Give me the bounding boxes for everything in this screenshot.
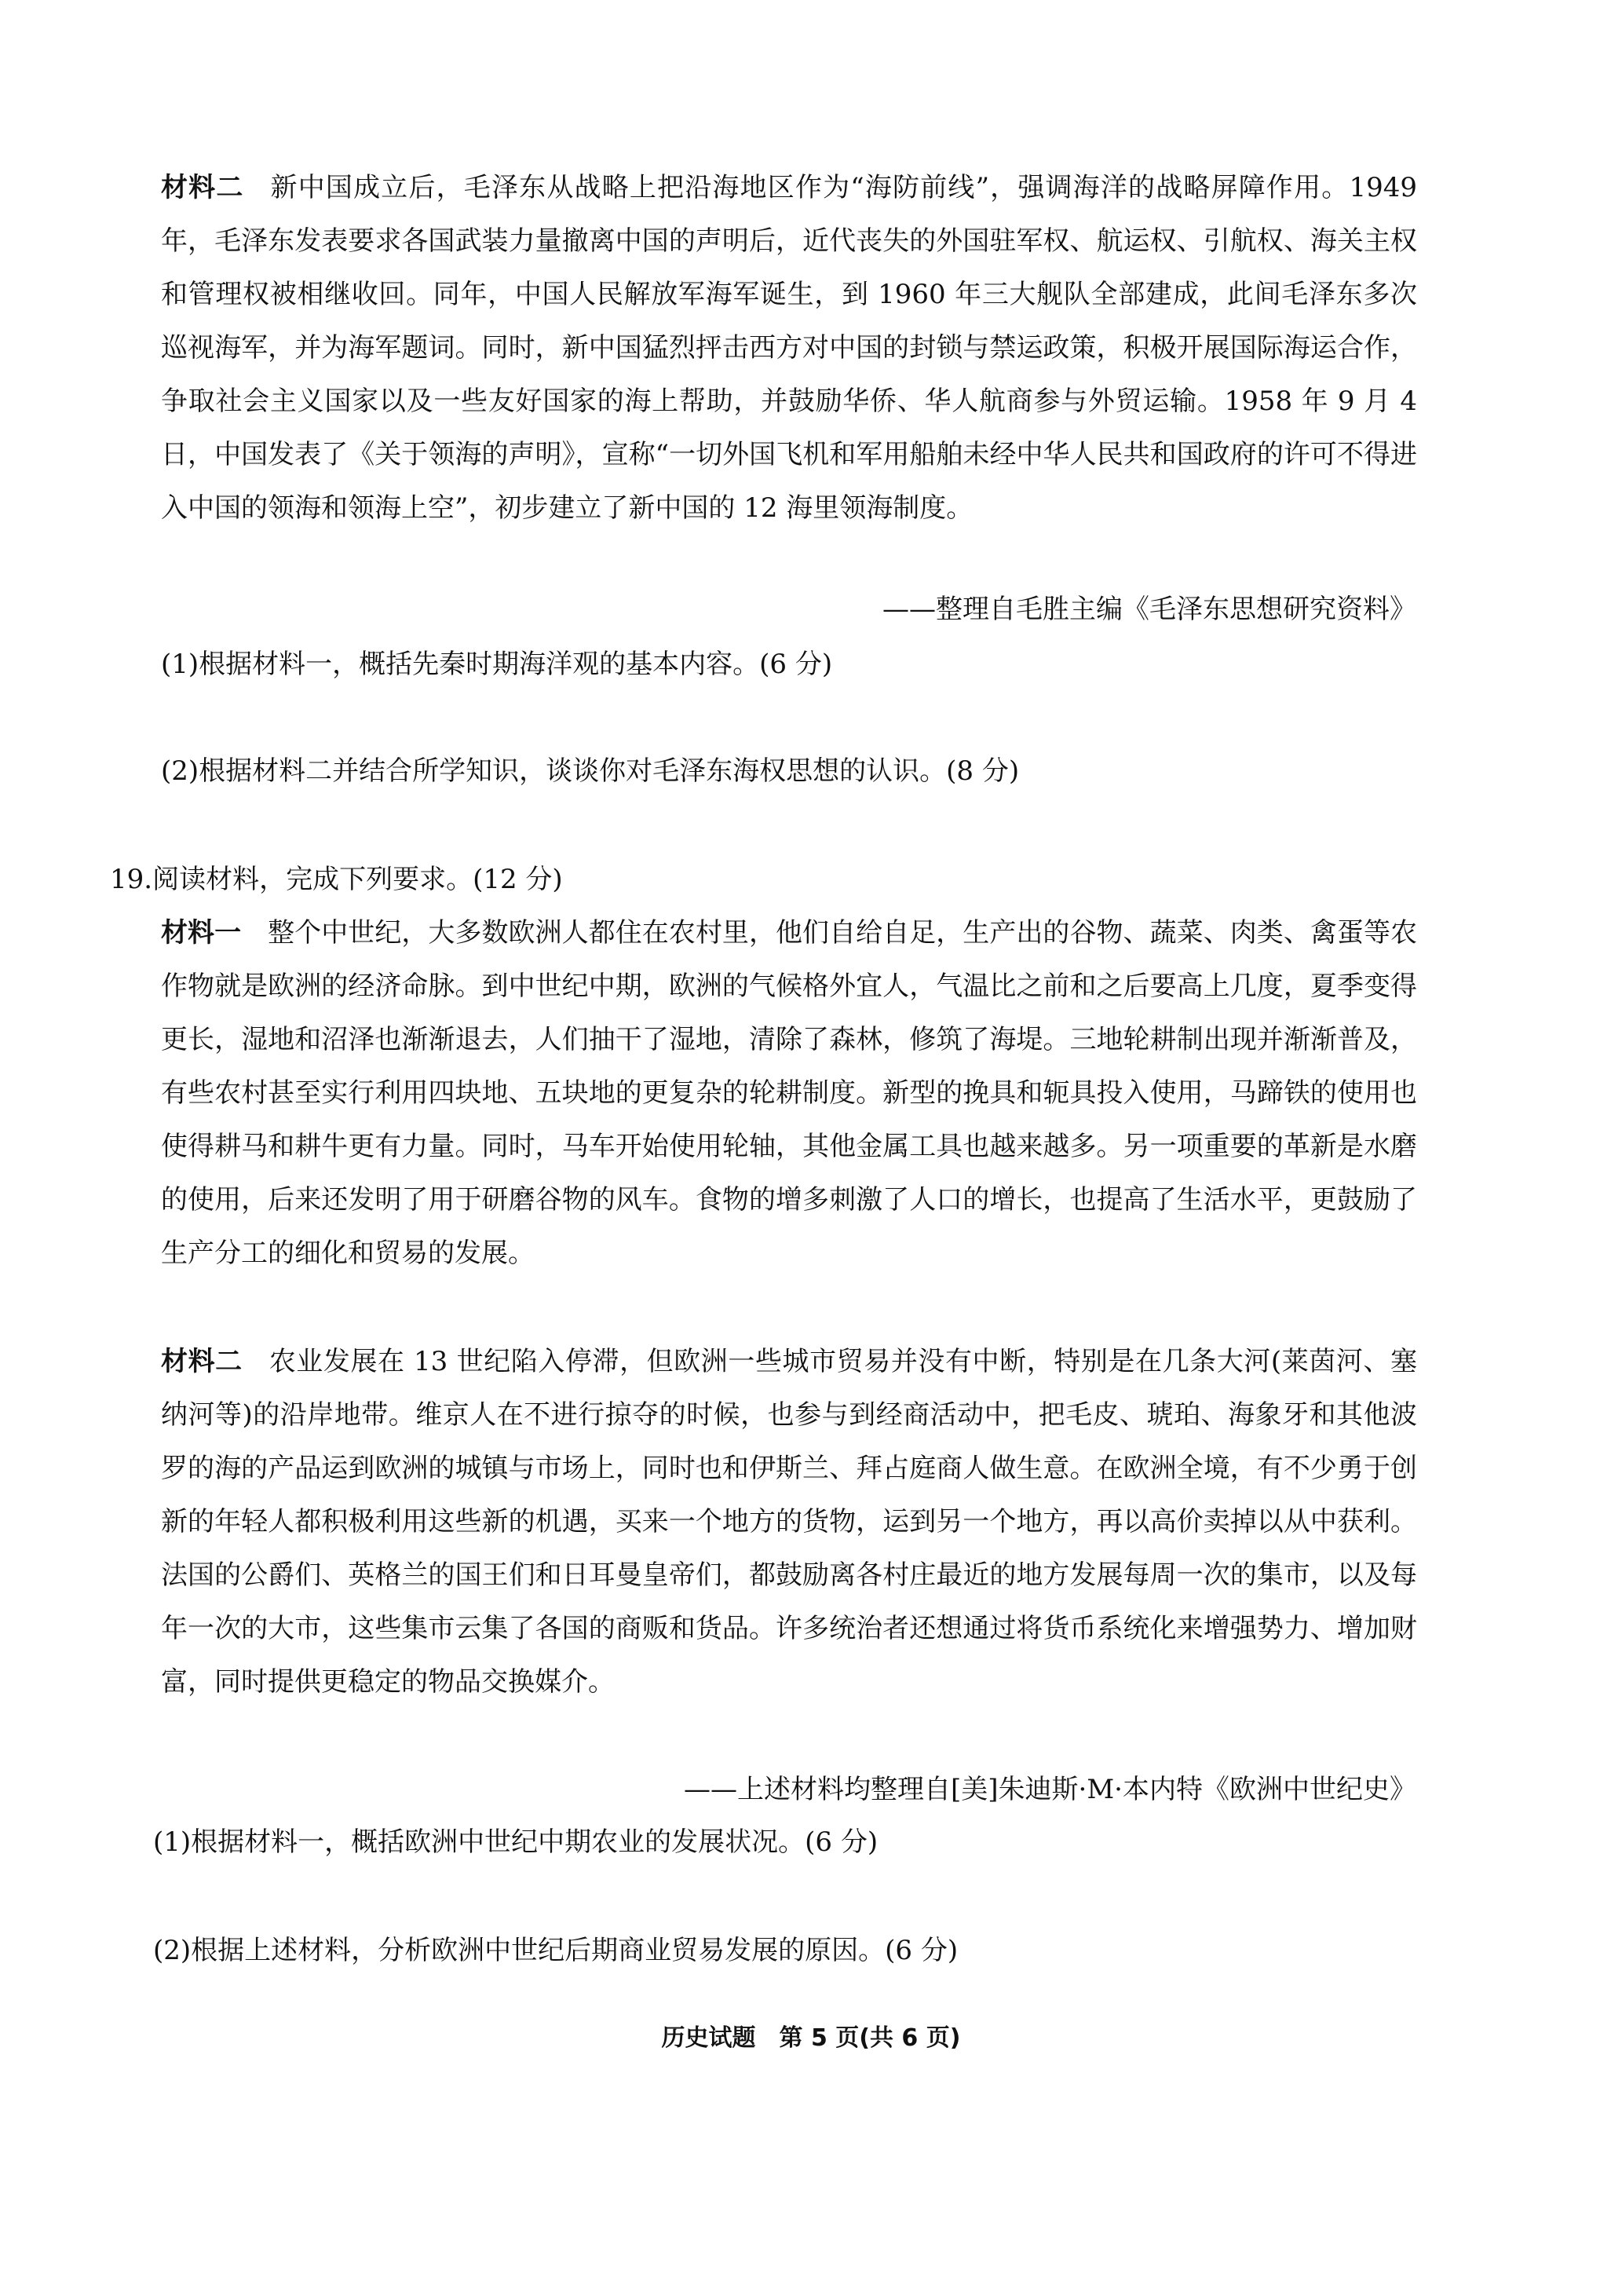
q19-subquestion-2: (2)根据上述材料，分析欧洲中世纪后期商业贸易发展的原因。(6 分): [153, 1935, 959, 1966]
q19-header: 19.阅读材料，完成下列要求。(12 分): [110, 864, 563, 895]
q19-material2: [161, 1335, 1417, 1709]
q18-material2: [161, 161, 1417, 535]
q19-material2-label: 材料二: [161, 1346, 243, 1377]
q19-material2-text: 农业发展在 13 世纪陷入停滞，但欧洲一些城市贸易并没有中断，特别是在几条大河(莱茵河、塞纳河等)的沿岸地带。维京人在不进行掠夺的时候，也参与到经商活动中，把毛皮、琥珀、海象牙和其他波罗的海的产品运到欧洲的城镇与市场上，同时也和伊斯兰、拜占庭商人做生意。在欧洲全境，有不少勇于创新的年轻人都积极利用这些新的机遇，买来一个地方的货物，运到另一个地方，再以高价卖掉以从中获利。法国的公爵们、英格兰的国王们和日耳曼皇帝们，都鼓励离各村庄最近的地方发展每周一次的集市，以及每年一次的大市，这些集市云集了各国的商贩和货品。许多统治者还想通过将货币系统化来增强势力、增加财富，同时提供更稳定的物品交换媒介。: [161, 1346, 1418, 1698]
q19-material1-text: 整个中世纪，大多数欧洲人都住在农村里，他们自给自足，生产出的谷物、蔬菜、肉类、禽蛋等农作物就是欧洲的经济命脉。到中世纪中期，欧洲的气候格外宜人，气温比之前和之后要高上几度，夏季变得更长，湿地和沼泽也渐渐退去，人们抽干了湿地，清除了森林，修筑了海堤。三地轮耕制出现并渐渐普及，有些农村甚至实行利用四块地、五块地的更复杂的轮耕制度。新型的挽具和轭具投入使用，马蹄铁的使用也使得耕马和耕牛更有力量。同时，马车开始使用轮轴，其他金属工具也越来越多。另一项重要的革新是水磨的使用，后来还发明了用于研磨谷物的风车。食物的增多刺激了人口的增长，也提高了生活水平，更鼓励了生产分工的细化和贸易的发展。: [161, 917, 1418, 1269]
q18-material2-label: 材料二: [161, 172, 244, 203]
page-footer: 历史试题 第 5 页(共 6 页): [661, 2024, 961, 2052]
q18-subquestion-1: (1)根据材料一，概括先秦时期海洋观的基本内容。(6 分): [161, 649, 833, 680]
q18-source: ——整理自毛胜主编《毛泽东思想研究资料》: [882, 594, 1416, 625]
q19-source: ——上述材料均整理自[美]朱迪斯·M·本内特《欧洲中世纪史》: [684, 1774, 1416, 1805]
q18-subquestion-2: (2)根据材料二并结合所学知识，谈谈你对毛泽东海权思想的认识。(8 分): [161, 755, 1020, 787]
q19-material1-label: 材料一: [161, 917, 242, 949]
q19-subquestion-1: (1)根据材料一，概括欧洲中世纪中期农业的发展状况。(6 分): [153, 1826, 879, 1858]
q19-material1: [161, 906, 1417, 1280]
q18-material2-text: 新中国成立后，毛泽东从战略上把沿海地区作为“海防前线”，强调海洋的战略屏障作用。1949 年，毛泽东发表要求各国武装力量撤离中国的声明后，近代丧失的外国驻军权、航运权、引航权、海关主权和管理权被相继收回。同年，中国人民解放军海军诞生，到 1960 年三大舰队全部建成，此间毛泽东多次巡视海军，并为海军题词。同时，新中国猛烈抨击西方对中国的封锁与禁运政策，积极开展国际海运合作，争取社会主义国家以及一些友好国家的海上帮助，并鼓励华侨、华人航商参与外贸运输。1958 年 9 月 4 日，中国发表了《关于领海的声明》，宣称“一切外国飞机和军用船舶未经中华人民共和国政府的许可不得进入中国的领海和领海上空”，初步建立了新中国的 12 海里领海制度。: [161, 172, 1418, 524]
